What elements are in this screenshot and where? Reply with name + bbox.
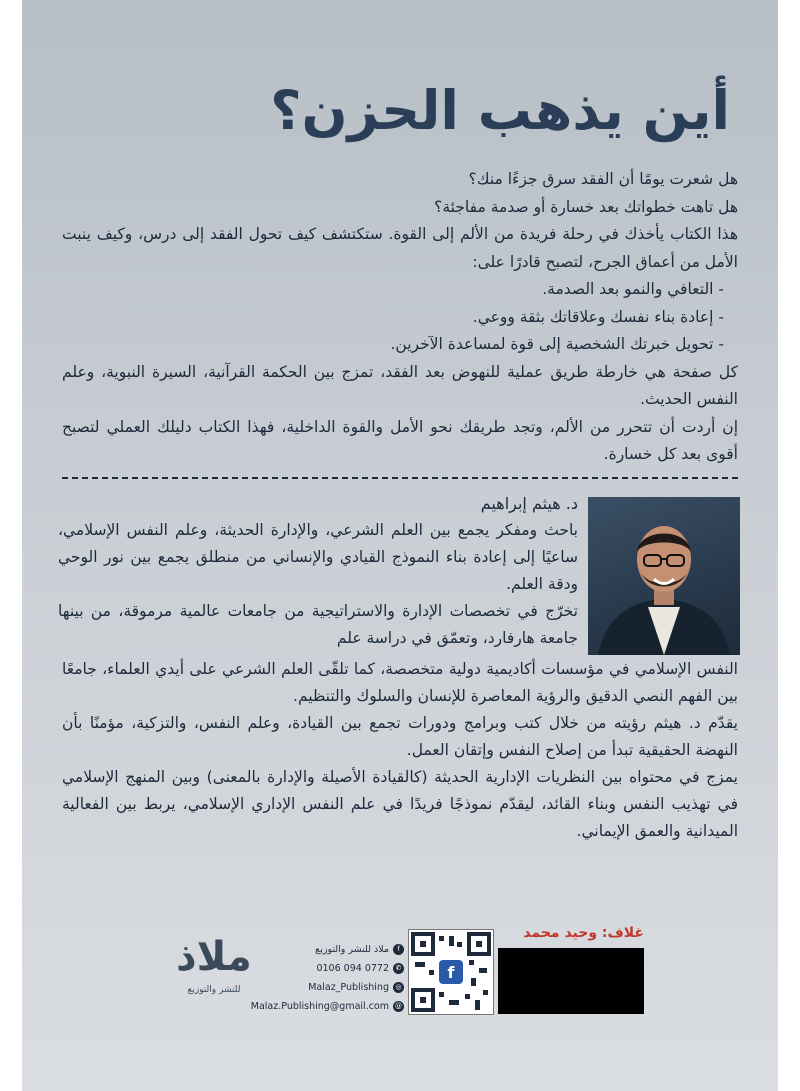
author-photo	[588, 497, 740, 655]
author-bio-paragraph: يقدّم د. هيثم رؤيته من خلال كتب وبرامج ودورات تجمع بين القيادة، وعلم النفس، والتزكية، مؤمنًا بأن النهضة الحقيقية تبدأ من إصلاح النفس وإتقان العمل.	[62, 714, 738, 759]
list-item: - إعادة بناء نفسك وعلاقاتك بثقة ووعي.	[62, 304, 724, 332]
intro-paragraph: إن أردت أن تتحرر من الألم، وتجد طريقك نحو الأمل والقوة الداخلية، فهذا الكتاب دليلك العملي لتصبح أقوى بعد كل خسارة.	[62, 417, 738, 463]
instagram-icon: ◎	[393, 982, 404, 993]
email-icon: @	[395, 1002, 402, 1010]
publisher-logo	[170, 923, 258, 1023]
intro-question: هل شعرت يومًا أن الفقد سرق جزءًا منك؟	[468, 170, 738, 188]
author-name: د. هيثم إبراهيم	[480, 494, 578, 513]
cover-designer-credit: غلاف: وحيد محمد	[523, 925, 644, 941]
contact-instagram	[262, 978, 404, 997]
intro-paragraph: هذا الكتاب يأخذك في رحلة فريدة من الألم إلى القوة. ستكتشف كيف تحول الفقد إلى درس، وكيف ينبت الأمل من أعماق الجرح، لتصبح قادرًا على:	[62, 225, 738, 271]
qr-code	[408, 929, 494, 1015]
publisher-contacts	[250, 940, 404, 1016]
author-bio-paragraph: النفس الإسلامي في مؤسسات أكاديمية دولية متخصصة، كما تلقّى العلم الشرعي على أيدي العلماء، جامعًا بين الفهم النصي الدقيق والرؤية المعاصرة للإنسان والسلوك والتنظيم.	[62, 660, 738, 705]
author-portrait-illustration	[588, 497, 740, 655]
contact-text: 0106 094 0772	[316, 963, 389, 974]
contact-text: ملاذ للنشر والتوزيع	[315, 944, 389, 955]
benefits-list	[62, 276, 738, 359]
barcode-box	[498, 948, 644, 1014]
facebook-icon: f	[393, 944, 404, 955]
author-bio-top	[58, 490, 578, 652]
contact-text: Malaz.Publishing@gmail.com	[250, 1001, 389, 1012]
dashed-divider	[62, 477, 738, 479]
publisher-logo-word: ملاذ	[176, 934, 252, 980]
contact-text: Malaz_Publishing	[308, 982, 389, 993]
whatsapp-icon: ✆	[393, 963, 404, 974]
author-bio-bottom	[62, 656, 738, 845]
list-item: - تحويل خبرتك الشخصية إلى قوة لمساعدة الآخرين.	[62, 331, 724, 359]
qr-code-pattern	[409, 930, 493, 1014]
contact-whatsapp	[262, 959, 404, 978]
publisher-tagline: للنشر والتوزيع	[187, 985, 241, 995]
list-item: - التعافي والنمو بعد الصدمة.	[62, 276, 724, 304]
contact-facebook	[262, 940, 404, 959]
book-back-cover	[22, 0, 778, 1091]
intro-paragraph: كل صفحة هي خارطة طريق عملية للنهوض بعد الفقد، تمزج بين الحكمة القرآنية، السيرة النبوية، وعلم النفس الحديث.	[62, 362, 738, 408]
book-title: أين يذهب الحزن؟	[270, 79, 730, 142]
svg-text:f: f	[447, 963, 455, 982]
author-bio-paragraph: باحث ومفكر يجمع بين العلم الشرعي، والإدارة الحديثة، وعلم النفس الإسلامي، ساعيًا إلى إعادة بناء النموذج القيادي والإنساني من منطلق يجمع بين نور الوحي ودقة العلم.	[58, 521, 578, 593]
intro-question: هل تاهت خطواتك بعد خسارة أو صدمة مفاجئة؟	[434, 197, 738, 216]
contact-email	[250, 997, 404, 1016]
author-bio-paragraph: يمزج في محتواه بين النظريات الإدارية الحديثة (كالقيادة الأصيلة والإدارة بالمعنى) وبين المنهج الإسلامي في تهذيب النفس وبناء القائد، ليقدّم نموذجًا فريدًا في علم النفس الإداري الإسلامي، يربط بين الفعالية الميدانية والعمق الإيماني.	[62, 768, 738, 840]
author-bio-paragraph: تخرّج في تخصصات الإدارة والاستراتيجية من جامعات عالمية مرموقة، من بينها جامعة هارفارد، وتعمّق في دراسة علم	[58, 602, 578, 647]
intro-section	[62, 166, 738, 469]
